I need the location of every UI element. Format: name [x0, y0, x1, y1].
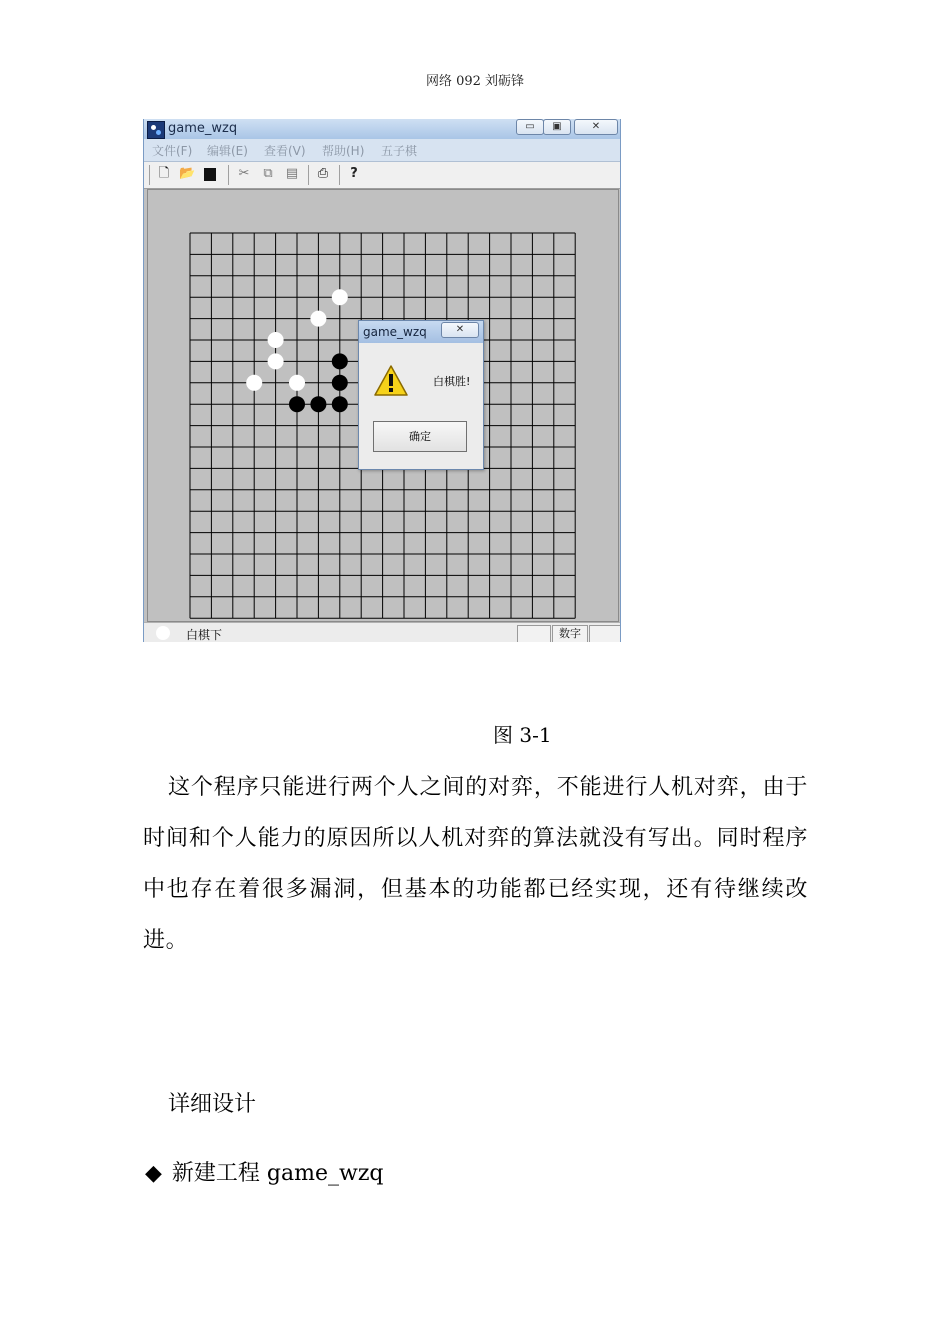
- toolbar: [144, 162, 620, 189]
- white-stone: [310, 311, 326, 327]
- menu-edit[interactable]: 编辑(E): [207, 144, 248, 158]
- status-pane-empty: [517, 625, 551, 642]
- figure-caption: 图 3-1: [493, 723, 552, 747]
- black-stone: [332, 375, 348, 391]
- status-text: 白棋下: [186, 628, 223, 642]
- paste-icon[interactable]: ▤: [285, 166, 299, 181]
- window-title: game_wzq: [168, 121, 238, 136]
- status-num-indicator: 数字: [552, 625, 588, 642]
- new-file-icon[interactable]: 🗋: [158, 166, 170, 181]
- black-stone: [310, 396, 326, 412]
- menu-gomoku[interactable]: 五子棋: [381, 144, 418, 158]
- dialog-close-button[interactable]: ✕: [441, 322, 479, 338]
- cut-icon[interactable]: ✂: [238, 166, 250, 181]
- save-icon[interactable]: [204, 168, 216, 181]
- open-folder-icon[interactable]: 📂: [179, 166, 196, 181]
- white-stone: [268, 353, 284, 369]
- toolbar-separator: [308, 165, 309, 185]
- menu-view[interactable]: 查看(V): [264, 144, 306, 158]
- minimize-button[interactable]: ▭: [516, 119, 544, 135]
- app-window-screenshot: [143, 119, 621, 642]
- toolbar-separator: [228, 165, 229, 185]
- black-stone: [332, 396, 348, 412]
- menu-bar: [144, 139, 620, 162]
- body-paragraph: 这个程序只能进行两个人之间的对弈，不能进行人机对弈，由于时间和个人能力的原因所以人机对弈的算法就没有写出。同时程序中也存在着很多漏洞，但基本的功能都已经实现，还有待继续改进。: [143, 775, 808, 953]
- white-stone: [332, 289, 348, 305]
- status-pane-empty: [589, 625, 621, 642]
- app-icon: [147, 121, 165, 139]
- bullet-item: [145, 1156, 384, 1187]
- diamond-bullet-icon: ◆: [145, 1161, 162, 1186]
- white-stone: [289, 375, 305, 391]
- white-stone: [268, 332, 284, 348]
- dialog-message: 白棋胜!: [433, 375, 471, 388]
- bullet-text: 新建工程 game_wzq: [171, 1161, 384, 1186]
- warning-icon: [373, 364, 409, 398]
- toolbar-separator: [339, 165, 340, 185]
- black-stone: [289, 396, 305, 412]
- menu-file[interactable]: 文件(F): [152, 144, 193, 158]
- white-stone: [246, 375, 262, 391]
- status-bar: [144, 622, 620, 642]
- page-header: 网络 092 刘砺锋: [425, 74, 525, 89]
- title-bar: [144, 119, 620, 139]
- menu-help[interactable]: 帮助(H): [322, 144, 365, 158]
- black-stone: [332, 353, 348, 369]
- ok-button[interactable]: 确定: [373, 421, 467, 452]
- turn-indicator-icon: [156, 626, 170, 640]
- close-button[interactable]: ✕: [574, 119, 618, 135]
- print-icon[interactable]: ⎙: [317, 166, 329, 181]
- dialog-title: game_wzq: [363, 325, 427, 339]
- toolbar-separator: [149, 165, 150, 185]
- win-dialog: [358, 320, 484, 470]
- help-icon[interactable]: ?: [350, 166, 358, 181]
- section-title: 详细设计: [168, 1092, 257, 1117]
- copy-icon[interactable]: ⧉: [263, 166, 273, 181]
- dialog-title-bar: [359, 321, 483, 343]
- maximize-button[interactable]: ▣: [543, 119, 571, 135]
